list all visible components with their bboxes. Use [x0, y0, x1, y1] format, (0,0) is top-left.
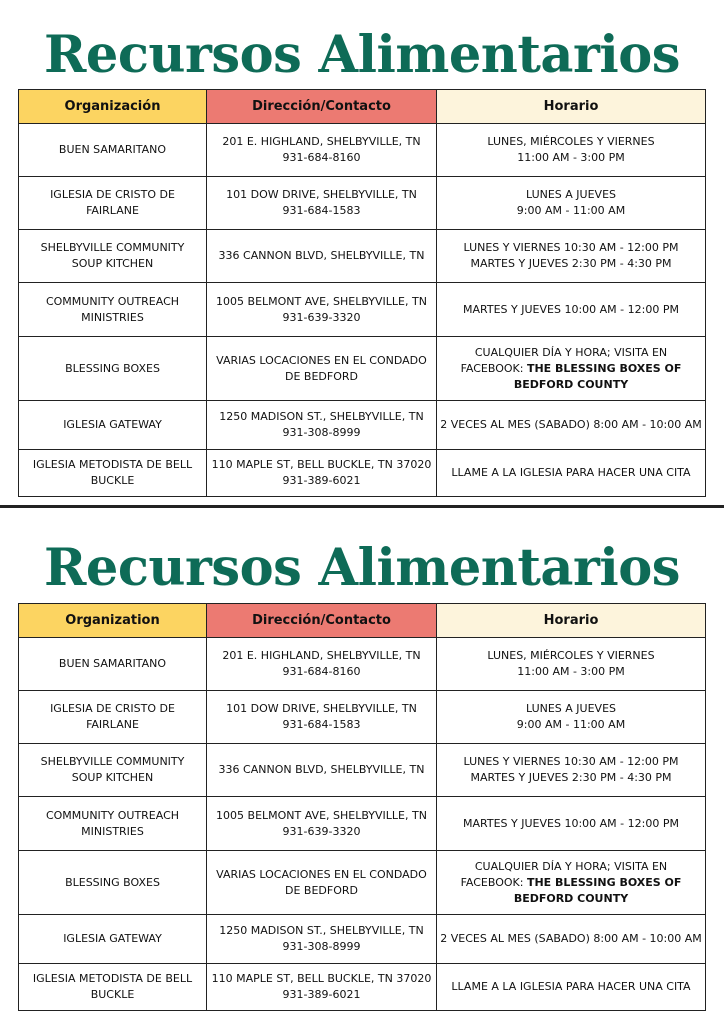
page-title-top: Recursos Alimentarios	[44, 25, 680, 85]
resources-table-top	[18, 89, 706, 497]
table-row	[19, 177, 706, 230]
cell-address: 101 DOW DRIVE, SHELBYVILLE, TN 931-684-1583	[207, 691, 437, 744]
cell-schedule: CUALQUIER DÍA Y HORA; VISITA EN FACEBOOK: THE BLESSING BOXES OF BEDFORD COUNTY	[437, 337, 706, 401]
table-row	[19, 450, 706, 497]
table-row	[19, 283, 706, 337]
cell-address: 101 DOW DRIVE, SHELBYVILLE, TN 931-684-1583	[207, 177, 437, 230]
header-schedule: Horario	[437, 90, 706, 124]
page-title-bottom: Recursos Alimentarios	[44, 538, 680, 598]
table-row	[19, 401, 706, 450]
cell-organization: IGLESIA DE CRISTO DE FAIRLANE	[19, 691, 207, 744]
table-row	[19, 124, 706, 177]
cell-schedule: LLAME A LA IGLESIA PARA HACER UNA CITA	[437, 964, 706, 1011]
cell-organization: IGLESIA GATEWAY	[19, 915, 207, 964]
cell-address: VARIAS LOCACIONES EN EL CONDADO DE BEDFORD	[207, 851, 437, 915]
section-divider	[0, 505, 724, 508]
cell-schedule: LUNES Y VIERNES 10:30 AM - 12:00 PM MARTES Y JUEVES 2:30 PM - 4:30 PM	[437, 230, 706, 283]
cell-organization: SHELBYVILLE COMMUNITY SOUP KITCHEN	[19, 744, 207, 797]
cell-schedule: MARTES Y JUEVES 10:00 AM - 12:00 PM	[437, 283, 706, 337]
header-organization: Organization	[19, 604, 207, 638]
cell-schedule: 2 VECES AL MES (SABADO) 8:00 AM - 10:00 AM	[437, 915, 706, 964]
cell-address: 1005 BELMONT AVE, SHELBYVILLE, TN 931-639-3320	[207, 283, 437, 337]
cell-organization: BLESSING BOXES	[19, 337, 207, 401]
cell-address: VARIAS LOCACIONES EN EL CONDADO DE BEDFORD	[207, 337, 437, 401]
table-row	[19, 638, 706, 691]
cell-address: 201 E. HIGHLAND, SHELBYVILLE, TN 931-684-8160	[207, 638, 437, 691]
cell-organization: BUEN SAMARITANO	[19, 638, 207, 691]
table-row	[19, 964, 706, 1011]
cell-schedule: LLAME A LA IGLESIA PARA HACER UNA CITA	[437, 450, 706, 497]
cell-schedule: LUNES, MIÉRCOLES Y VIERNES 11:00 AM - 3:00 PM	[437, 124, 706, 177]
cell-address: 110 MAPLE ST, BELL BUCKLE, TN 37020 931-389-6021	[207, 964, 437, 1011]
cell-organization: SHELBYVILLE COMMUNITY SOUP KITCHEN	[19, 230, 207, 283]
cell-address: 336 CANNON BLVD, SHELBYVILLE, TN	[207, 744, 437, 797]
cell-organization: IGLESIA METODISTA DE BELL BUCKLE	[19, 964, 207, 1011]
cell-organization: IGLESIA GATEWAY	[19, 401, 207, 450]
table-row	[19, 744, 706, 797]
cell-organization: BLESSING BOXES	[19, 851, 207, 915]
cell-address: 201 E. HIGHLAND, SHELBYVILLE, TN 931-684-8160	[207, 124, 437, 177]
cell-address: 1250 MADISON ST., SHELBYVILLE, TN 931-308-8999	[207, 915, 437, 964]
table-row	[19, 915, 706, 964]
table-row	[19, 337, 706, 401]
cell-schedule: 2 VECES AL MES (SABADO) 8:00 AM - 10:00 AM	[437, 401, 706, 450]
cell-address: 110 MAPLE ST, BELL BUCKLE, TN 37020 931-389-6021	[207, 450, 437, 497]
table-row	[19, 230, 706, 283]
cell-organization: IGLESIA DE CRISTO DE FAIRLANE	[19, 177, 207, 230]
header-address-contact: Dirección/Contacto	[207, 90, 437, 124]
cell-address: 1250 MADISON ST., SHELBYVILLE, TN 931-308-8999	[207, 401, 437, 450]
cell-schedule: LUNES A JUEVES 9:00 AM - 11:00 AM	[437, 177, 706, 230]
cell-schedule: CUALQUIER DÍA Y HORA; VISITA EN FACEBOOK: THE BLESSING BOXES OF BEDFORD COUNTY	[437, 851, 706, 915]
table-row	[19, 851, 706, 915]
table-row	[19, 691, 706, 744]
cell-organization: BUEN SAMARITANO	[19, 124, 207, 177]
table-header-row	[19, 604, 706, 638]
header-organization: Organización	[19, 90, 207, 124]
header-schedule: Horario	[437, 604, 706, 638]
table-header-row	[19, 90, 706, 124]
header-address-contact: Dirección/Contacto	[207, 604, 437, 638]
cell-address: 1005 BELMONT AVE, SHELBYVILLE, TN 931-639-3320	[207, 797, 437, 851]
cell-schedule: LUNES, MIÉRCOLES Y VIERNES 11:00 AM - 3:00 PM	[437, 638, 706, 691]
cell-organization: COMMUNITY OUTREACH MINISTRIES	[19, 283, 207, 337]
cell-organization: COMMUNITY OUTREACH MINISTRIES	[19, 797, 207, 851]
cell-schedule: LUNES Y VIERNES 10:30 AM - 12:00 PM MARTES Y JUEVES 2:30 PM - 4:30 PM	[437, 744, 706, 797]
cell-organization: IGLESIA METODISTA DE BELL BUCKLE	[19, 450, 207, 497]
cell-schedule: MARTES Y JUEVES 10:00 AM - 12:00 PM	[437, 797, 706, 851]
cell-address: 336 CANNON BLVD, SHELBYVILLE, TN	[207, 230, 437, 283]
resources-table-bottom	[18, 603, 706, 1011]
table-row	[19, 797, 706, 851]
cell-schedule: LUNES A JUEVES 9:00 AM - 11:00 AM	[437, 691, 706, 744]
